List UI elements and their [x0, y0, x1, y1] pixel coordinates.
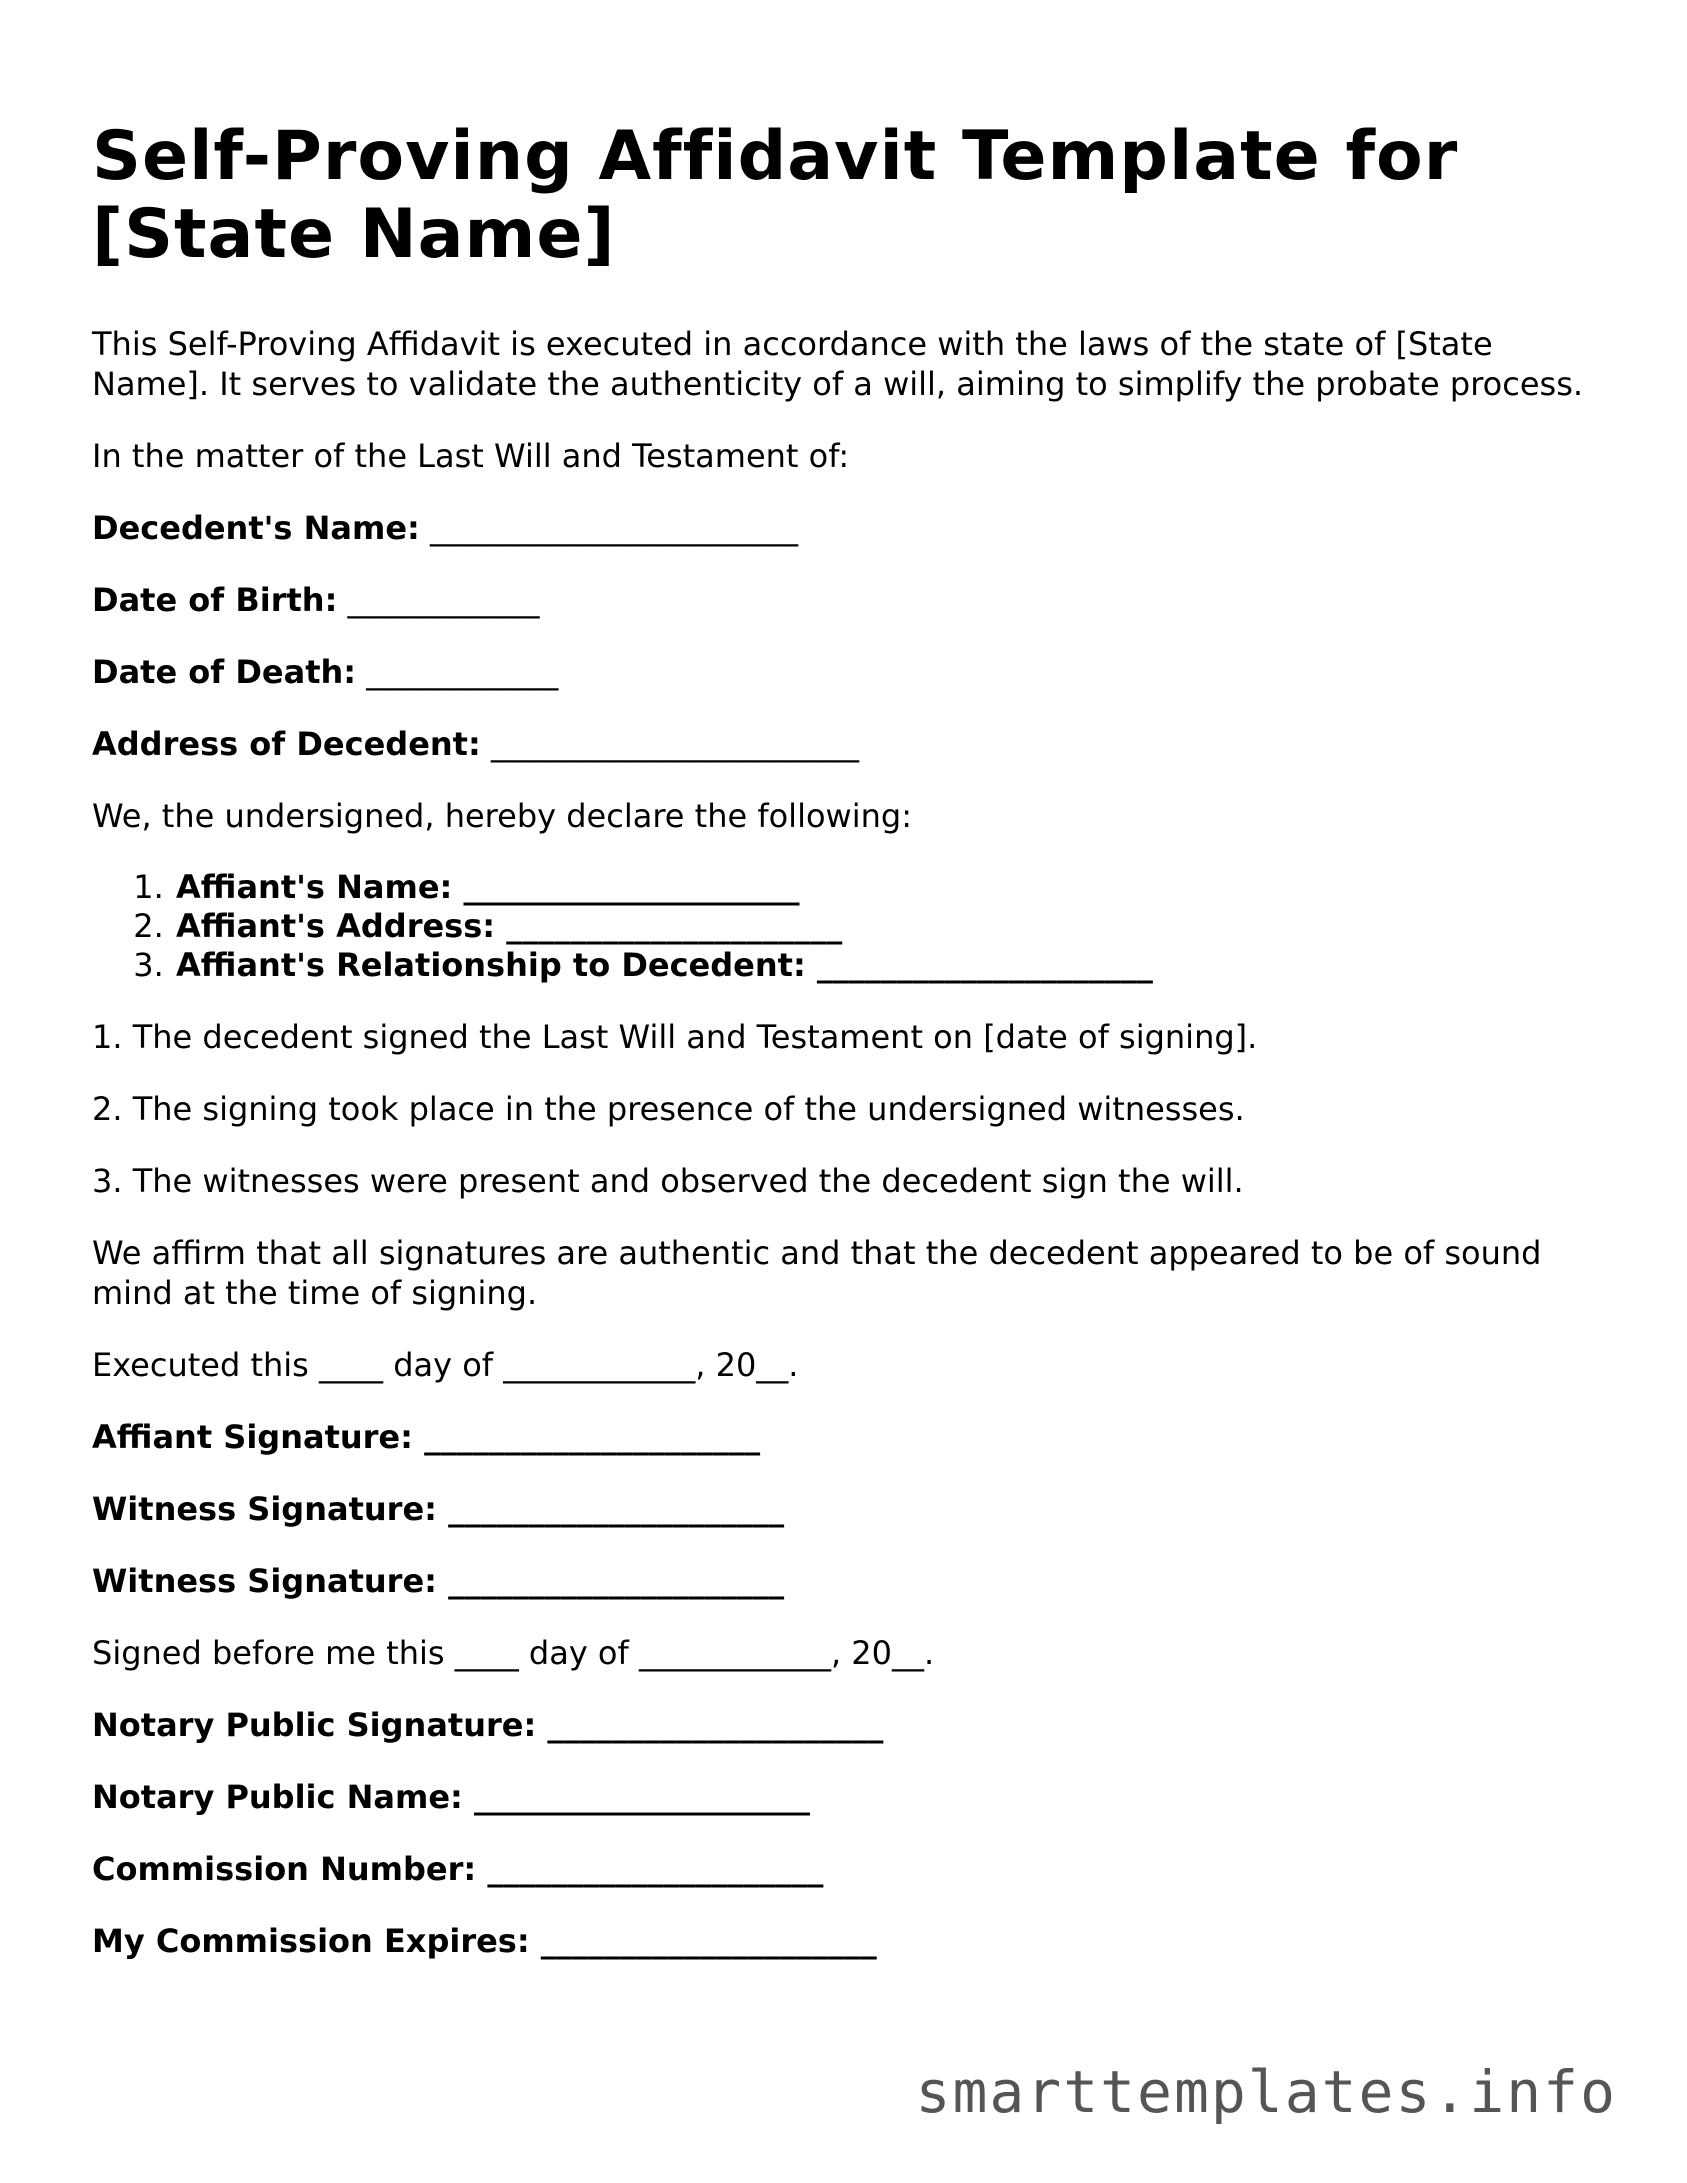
date-of-birth-field	[92, 580, 1612, 620]
witness-signature-field-2	[92, 1561, 1612, 1601]
field-blank: _____________________	[436, 1490, 785, 1528]
field-blank: _____________________	[412, 1418, 761, 1456]
affirmation-paragraph: We affirm that all signatures are authentic and that the decedent appeared to be of sound mind at the time of signing.	[92, 1234, 1542, 1312]
field-blank: _____________________	[462, 1778, 810, 1816]
field-label: Witness Signature:	[92, 1562, 437, 1600]
statement-2: 2. The signing took place in the presence of the undersigned witnesses.	[92, 1090, 1245, 1128]
field-blank: _______________________	[419, 509, 798, 547]
field-label: Affiant Signature:	[92, 1418, 413, 1456]
executed-line: Executed this ____ day of ____________, 20__.	[92, 1346, 799, 1384]
watermark: smarttemplates.info	[915, 2058, 1617, 2126]
notary-name-field	[92, 1777, 1612, 1817]
field-label: Affiant's Address:	[176, 907, 496, 945]
matter-line: In the matter of the Last Will and Testament of:	[92, 437, 850, 475]
field-label: My Commission Expires:	[92, 1922, 530, 1960]
field-blank: _______________________	[480, 725, 859, 763]
field-label: Notary Public Name:	[92, 1778, 463, 1816]
field-label: Affiant's Name:	[176, 868, 453, 906]
date-of-death-field	[92, 652, 1612, 692]
statement-1: 1. The decedent signed the Last Will and Testament on [date of signing].	[92, 1018, 1258, 1056]
decedent-address-field	[92, 724, 1612, 764]
affiant-name-field	[174, 868, 1612, 907]
field-blank: _____________________	[805, 946, 1153, 984]
witness-signature-field-1	[92, 1489, 1612, 1529]
commission-expires-field	[92, 1921, 1612, 1961]
document-title: Self-Proving Affidavit Template for [State Name]	[92, 117, 1459, 274]
statement-3: 3. The witnesses were present and observed the decedent sign the will.	[92, 1162, 1244, 1200]
affiant-relationship-field	[174, 946, 1612, 985]
decedent-name-field	[92, 508, 1612, 548]
field-label: Decedent's Name:	[92, 509, 420, 547]
field-label: Affiant's Relationship to Decedent:	[176, 946, 806, 984]
field-blank: _____________________	[476, 1850, 824, 1888]
intro-paragraph: This Self-Proving Affidavit is executed in accordance with the laws of the state of [State Name]. It serves to validate the authenticity of a will, aiming to simplify the probate process.	[92, 325, 1584, 403]
notary-line: Signed before me this ____ day of ____________, 20__.	[92, 1634, 935, 1672]
field-blank: _____________________	[436, 1562, 785, 1600]
field-blank: _____________________	[529, 1922, 877, 1960]
field-blank: ____________	[337, 581, 540, 619]
declare-line: We, the undersigned, hereby declare the following:	[92, 797, 912, 835]
affiant-signature-field	[92, 1417, 1612, 1457]
document-page	[92, 118, 1612, 1993]
affiant-address-field	[174, 907, 1612, 946]
field-label: Commission Number:	[92, 1850, 477, 1888]
field-blank: ____________	[356, 653, 559, 691]
notary-signature-field	[92, 1705, 1612, 1745]
field-label: Address of Decedent:	[92, 725, 481, 763]
field-blank: _____________________	[536, 1706, 884, 1744]
field-label: Date of Death:	[92, 653, 357, 691]
field-blank: _____________________	[495, 907, 843, 945]
affiant-list	[92, 868, 1612, 985]
field-label: Witness Signature:	[92, 1490, 437, 1528]
field-blank: _____________________	[452, 868, 800, 906]
commission-number-field	[92, 1849, 1612, 1889]
field-label: Notary Public Signature:	[92, 1706, 537, 1744]
field-label: Date of Birth:	[92, 581, 338, 619]
